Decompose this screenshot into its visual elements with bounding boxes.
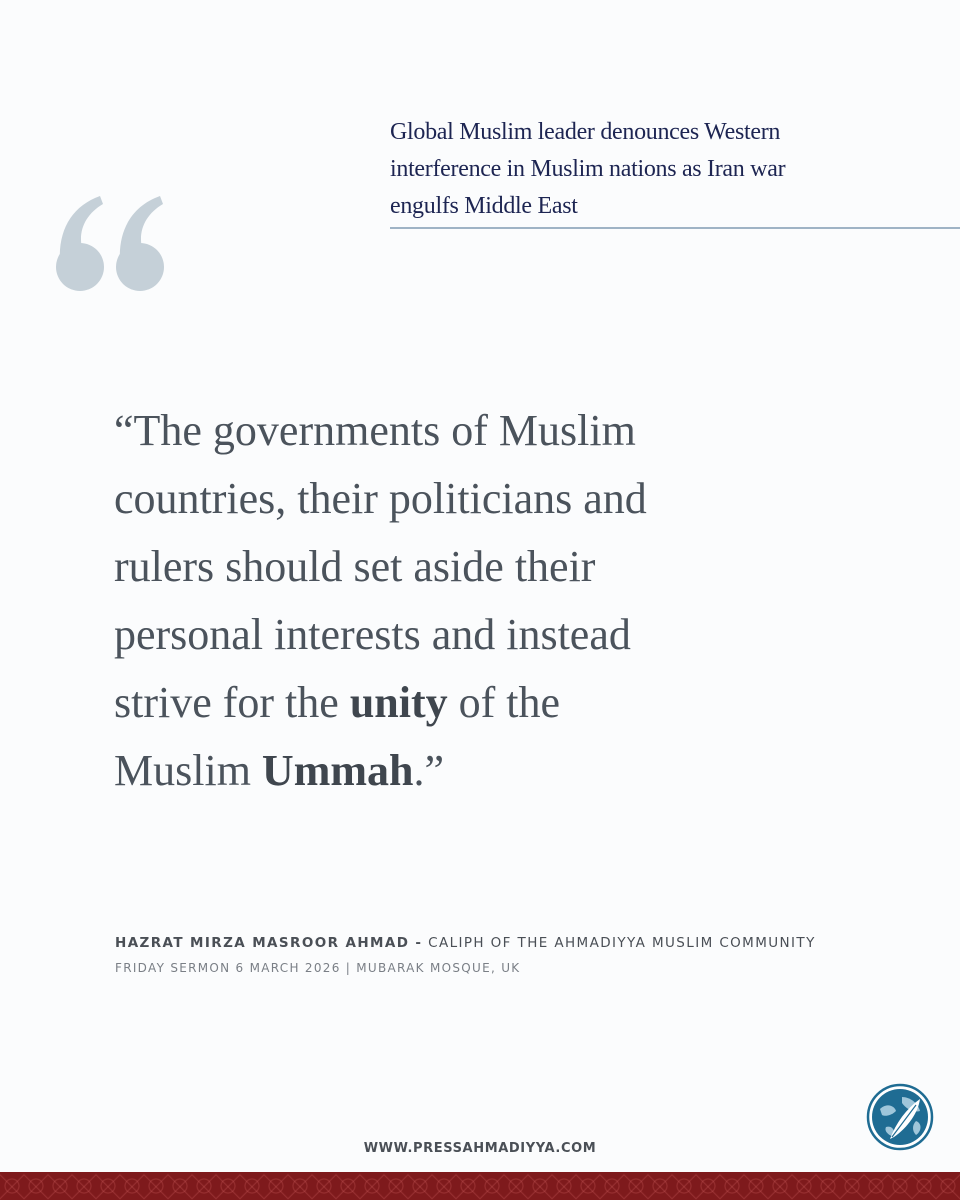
quote-line-3: rulers should set aside their bbox=[114, 542, 596, 591]
attribution bbox=[115, 935, 816, 951]
quote-line-1: “The governments of Muslim bbox=[114, 406, 636, 455]
quote-line-5 bbox=[114, 669, 754, 737]
headline-line-3: engulfs Middle East bbox=[390, 193, 578, 219]
sermon-source: FRIDAY SERMON 6 MARCH 2026 | MUBARAK MOSQUE, UK bbox=[115, 961, 521, 975]
headline-line-2: interference in Muslim nations as Iran war bbox=[390, 156, 786, 182]
quote-line-6-end: .” bbox=[413, 746, 445, 795]
quote-line-6-start: Muslim bbox=[114, 746, 262, 795]
website-link[interactable]: WWW.PRESSAHMADIYYA.COM bbox=[363, 1141, 597, 1156]
speaker-title: CALIPH OF THE AHMADIYYA MUSLIM COMMUNITY bbox=[422, 935, 816, 951]
headline-rule bbox=[390, 227, 960, 229]
speaker-name: HAZRAT MIRZA MASROOR AHMAD - bbox=[115, 935, 423, 951]
quote-emphasis-unity: unity bbox=[349, 678, 448, 727]
quote-line-4: personal interests and instead bbox=[114, 610, 631, 659]
quote-line-5-start: strive for the bbox=[114, 678, 350, 727]
quote-mark-icon bbox=[54, 196, 169, 296]
quote-line-5-end: of the bbox=[447, 678, 561, 727]
headline-line-1: Global Muslim leader denounces Western bbox=[390, 119, 781, 145]
quote-emphasis-ummah: Ummah bbox=[261, 746, 414, 795]
globe-quill-icon bbox=[866, 1083, 934, 1151]
quote-line-2: countries, their politicians and bbox=[114, 474, 647, 523]
footer-pattern-band bbox=[0, 1172, 960, 1200]
quote bbox=[114, 397, 754, 805]
headline bbox=[390, 114, 910, 225]
quote-line-6 bbox=[114, 737, 754, 805]
